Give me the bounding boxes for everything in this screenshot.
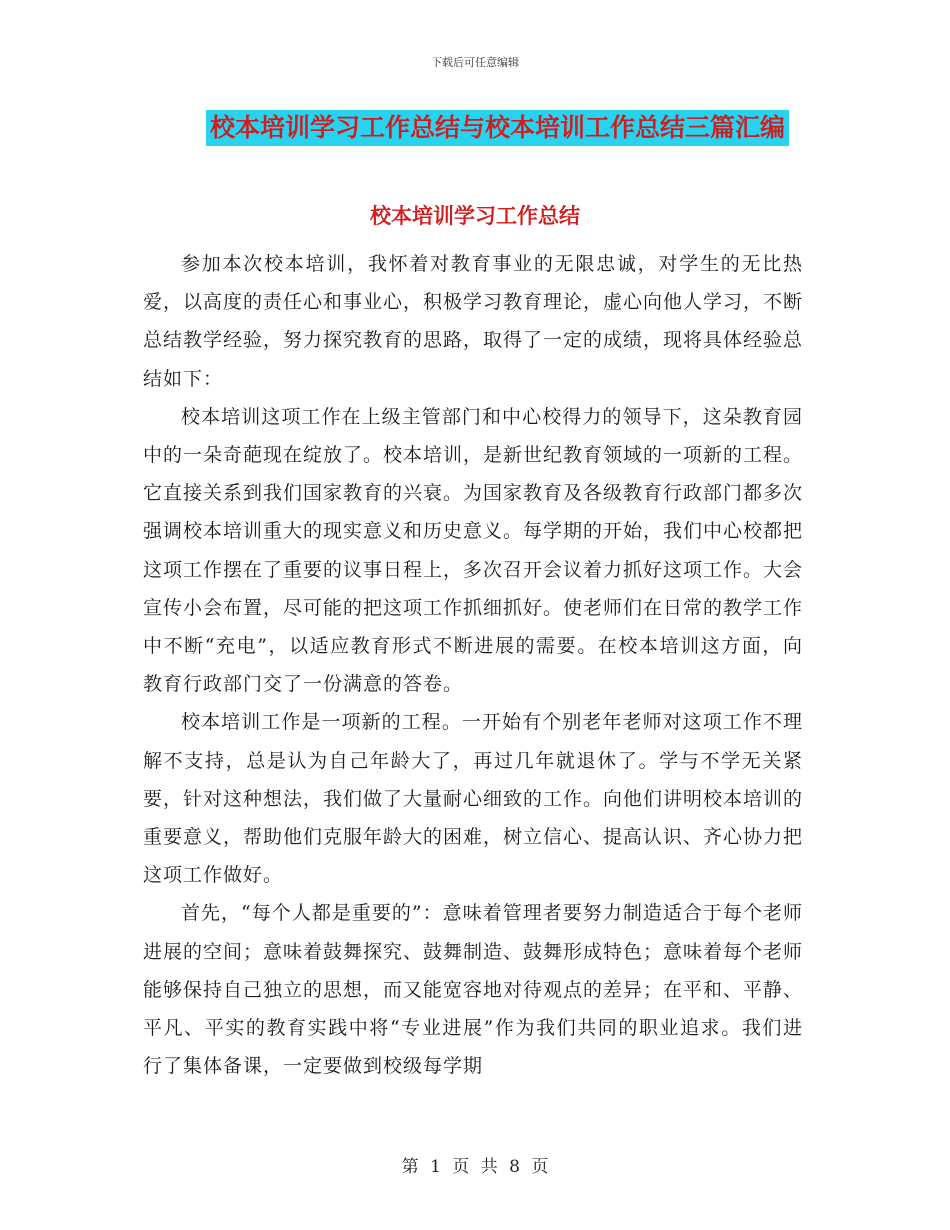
document-title-container	[0, 110, 950, 146]
section-title: 校本培训学习工作总结	[370, 204, 580, 228]
paragraph: 首先，“每个人都是重要的”：意味着管理者要努力制造适合于每个老师进展的空间；意味着鼓舞探究、鼓舞制造、鼓舞形成特色；意味着每个老师能够保持自己独立的思想，而又能宽容地对待观点的差异；在平和、平静、平凡、平实的教育实践中将“专业进展”作为我们共同的职业追求。我们进行了集体备课，一定要做到校级每学期	[143, 902, 804, 1078]
paragraph: 校本培训工作是一项新的工程。一开始有个别老年老师对这项工作不理解不支持，总是认为自己年龄大了，再过几年就退休了。学与不学无关紧要，针对这种想法，我们做了大量耐心细致的工作。向他们讲明校本培训的重要意义，帮助他们克服年龄大的困难，树立信心、提高认识、齐心协力把这项工作做好。	[143, 711, 804, 887]
document-body	[143, 245, 803, 1085]
paragraph: 校本培训这项工作在上级主管部门和中心校得力的领导下，这朵教育园中的一朵奇葩现在绽放了。校本培训，是新世纪教育领域的一项新的工程。它直接关系到我们国家教育的兴衰。为国家教育及各级教育行政部门都多次强调校本培训重大的现实意义和历史意义。每学期的开始，我们中心校都把这项工作摆在了重要的议事日程上，多次召开会议着力抓好这项工作。大会宣传小会布置，尽可能的把这项工作抓细抓好。使老师们在日常的教学工作中不断“充电”，以适应教育形式不断进展的需要。在校本培训这方面，向教育行政部门交了一份满意的答卷。	[143, 405, 804, 696]
page-number-footer: 第 1 页 共 8 页	[401, 1157, 549, 1177]
document-title: 校本培训学习工作总结与校本培训工作总结三篇汇编	[206, 110, 789, 146]
paragraph: 参加本次校本培训，我怀着对教育事业的无限忠诚，对学生的无比热爱，以高度的责任心和事业心，积极学习教育理论，虚心向他人学习，不断总结教学经验，努力探究教育的思路，取得了一定的成绩，现将具体经验总结如下：	[143, 253, 804, 390]
header-note: 下载后可任意编辑	[431, 56, 519, 69]
